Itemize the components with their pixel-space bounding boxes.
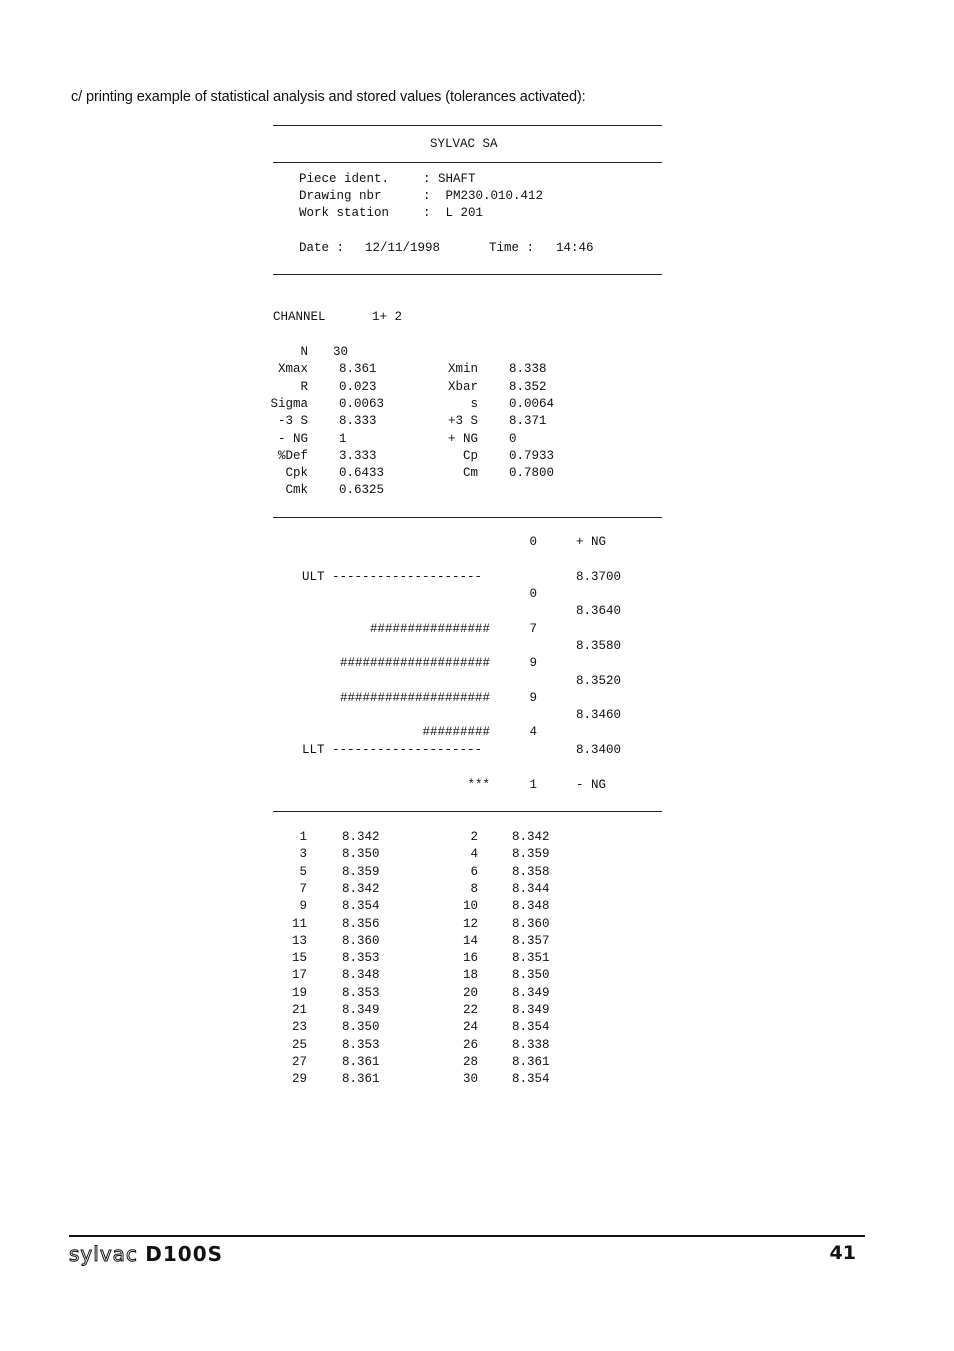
sample-value: 8.350 <box>512 968 550 983</box>
histogram-limit: 8.3640 <box>576 604 622 619</box>
stat-value: 8.338 <box>509 362 547 377</box>
sample-value: 8.342 <box>342 881 380 896</box>
histogram-count: 0 <box>529 587 537 601</box>
sample-index: 4 <box>470 847 478 862</box>
sample-value: 8.358 <box>512 864 550 879</box>
bottom-ng-label: - NG <box>576 778 607 792</box>
llt-line: LLT -------------------- <box>302 743 483 757</box>
piece-label: Piece ident. <box>299 172 390 186</box>
stat-label: Xmax <box>277 362 308 377</box>
stat-label: N <box>300 345 308 359</box>
sample-index: 26 <box>462 1037 478 1052</box>
sample-value: 8.351 <box>512 951 550 966</box>
stat-value: 8.371 <box>509 414 547 429</box>
sample-index: 22 <box>462 1003 478 1017</box>
stat-value: 8.333 <box>339 414 377 429</box>
sample-index: 6 <box>470 864 478 879</box>
company-name: SYLVAC SA <box>430 137 498 151</box>
sample-value: 8.342 <box>342 830 380 844</box>
brand-name: sylvac <box>69 1242 138 1266</box>
divider <box>273 517 662 518</box>
stat-label: -3 S <box>277 414 308 429</box>
sample-index: 25 <box>291 1037 307 1052</box>
sample-index: 18 <box>462 968 478 983</box>
sample-index: 19 <box>291 985 307 1000</box>
sample-value: 8.342 <box>512 830 550 844</box>
stat-label: Cmk <box>285 483 308 498</box>
histogram-bar: ################ <box>369 621 490 636</box>
time-label: Time : <box>489 241 535 255</box>
sample-index: 13 <box>291 933 307 948</box>
stat-label: +3 S <box>447 414 478 429</box>
sample-index: 11 <box>291 916 307 931</box>
divider <box>273 811 662 812</box>
stat-label: - NG <box>277 431 308 446</box>
sample-index: 16 <box>462 951 478 966</box>
stat-value: 30 <box>333 345 349 359</box>
stat-label: Cp <box>462 448 478 463</box>
sample-value: 8.350 <box>342 847 380 862</box>
llt-value: 8.3400 <box>576 743 622 757</box>
sample-index: 8 <box>470 881 478 896</box>
ult-line: ULT -------------------- <box>302 570 483 584</box>
sample-value: 8.348 <box>342 968 380 983</box>
sample-value: 8.350 <box>342 1020 380 1035</box>
top-ng-label: + NG <box>576 535 607 549</box>
stat-label: + NG <box>447 431 478 446</box>
stat-value: 0.6433 <box>339 466 385 481</box>
time-value: 14:46 <box>556 241 594 255</box>
histogram-count: 9 <box>529 656 537 671</box>
sample-index: 15 <box>291 951 307 966</box>
bottom-bar: *** <box>467 778 490 792</box>
divider <box>273 274 662 275</box>
sample-value: 8.353 <box>342 985 380 1000</box>
stat-label: %Def <box>277 448 308 463</box>
sample-index: 12 <box>462 916 478 931</box>
sample-index: 10 <box>462 899 478 914</box>
brand-logo <box>69 1242 223 1266</box>
stat-value: 1 <box>339 431 347 446</box>
stat-value: 0.7933 <box>509 448 555 463</box>
histogram-bar: ######### <box>422 725 490 740</box>
piece-value: : SHAFT <box>423 172 476 186</box>
sample-index: 1 <box>299 830 307 844</box>
sample-value: 8.359 <box>342 864 380 879</box>
sample-value: 8.357 <box>512 933 550 948</box>
sample-index: 21 <box>291 1003 307 1017</box>
stat-label: Xbar <box>447 379 478 394</box>
top-count: 0 <box>529 535 537 549</box>
sample-value: 8.349 <box>512 985 550 1000</box>
sample-value: 8.338 <box>512 1037 550 1052</box>
date-label: Date : <box>299 241 345 255</box>
sample-value: 8.354 <box>342 899 380 914</box>
histogram-limit: 8.3460 <box>576 708 622 723</box>
header-block <box>0 28 954 255</box>
sample-value: 8.360 <box>342 933 380 948</box>
histogram-count: 9 <box>529 690 537 705</box>
sample-value: 8.361 <box>342 1072 380 1087</box>
sample-value: 8.344 <box>512 881 550 896</box>
stat-label: Cm <box>462 466 478 481</box>
sample-index: 30 <box>462 1072 478 1087</box>
sample-value: 8.348 <box>512 899 550 914</box>
sample-value: 8.356 <box>342 916 380 931</box>
sample-index: 3 <box>299 847 307 862</box>
ult-value: 8.3700 <box>576 570 622 584</box>
sample-value: 8.359 <box>512 847 550 862</box>
channel-value: 1+ 2 <box>372 310 403 324</box>
divider <box>273 125 662 126</box>
histogram-limit: 8.3520 <box>576 673 622 688</box>
drawing-value: : PM230.010.412 <box>423 189 544 203</box>
sample-value: 8.361 <box>342 1054 380 1069</box>
sample-index: 5 <box>299 864 307 879</box>
stat-label: Sigma <box>270 396 308 411</box>
stat-value: 8.352 <box>509 379 547 394</box>
sample-value: 8.349 <box>342 1003 380 1017</box>
sample-index: 27 <box>291 1054 307 1069</box>
histogram-bar: #################### <box>339 690 490 705</box>
section-caption: c/ printing example of statistical analysis and stored values (tolerances activated): <box>71 89 586 105</box>
stat-value: 8.361 <box>339 362 377 377</box>
sample-index: 20 <box>462 985 478 1000</box>
sample-index: 7 <box>299 881 307 896</box>
sample-value: 8.353 <box>342 1037 380 1052</box>
date-value: 12/11/1998 <box>365 241 441 255</box>
sample-index: 28 <box>462 1054 478 1069</box>
histogram-limit: 8.3580 <box>576 638 622 653</box>
histogram-count: 4 <box>529 725 537 740</box>
divider <box>273 162 662 163</box>
station-value: : L 201 <box>423 206 484 220</box>
footer-rule <box>69 1235 865 1237</box>
histogram-count: 7 <box>529 621 537 636</box>
brand-model: D100S <box>145 1242 224 1266</box>
stat-label: Cpk <box>285 466 308 481</box>
sample-index: 23 <box>291 1020 307 1035</box>
sample-value: 8.360 <box>512 916 550 931</box>
stat-label: R <box>300 379 308 394</box>
sample-index: 2 <box>470 830 478 844</box>
stat-label: Xmin <box>447 362 478 377</box>
histogram-bar: #################### <box>339 656 490 671</box>
station-label: Work station <box>299 206 390 220</box>
sample-value: 8.349 <box>512 1003 550 1017</box>
sample-index: 24 <box>462 1020 478 1035</box>
drawing-label: Drawing nbr <box>299 189 382 203</box>
stat-value: 0.6325 <box>339 483 385 498</box>
channel-label: CHANNEL <box>273 310 326 324</box>
sample-value: 8.354 <box>512 1072 550 1087</box>
stat-value: 0 <box>509 431 517 446</box>
sample-value: 8.354 <box>512 1020 550 1035</box>
stat-value: 3.333 <box>339 448 377 463</box>
sample-index: 29 <box>291 1072 307 1087</box>
sample-value: 8.361 <box>512 1054 550 1069</box>
sample-value: 8.353 <box>342 951 380 966</box>
sample-index: 9 <box>299 899 307 914</box>
stat-value: 0.0064 <box>509 396 555 411</box>
bottom-count: 1 <box>529 778 537 792</box>
sample-index: 14 <box>462 933 478 948</box>
sample-index: 17 <box>291 968 307 983</box>
stat-value: 0.0063 <box>339 396 385 411</box>
stat-label: s <box>470 396 478 411</box>
stat-value: 0.023 <box>339 379 377 394</box>
stat-value: 0.7800 <box>509 466 555 481</box>
page-number: 41 <box>829 1242 856 1264</box>
